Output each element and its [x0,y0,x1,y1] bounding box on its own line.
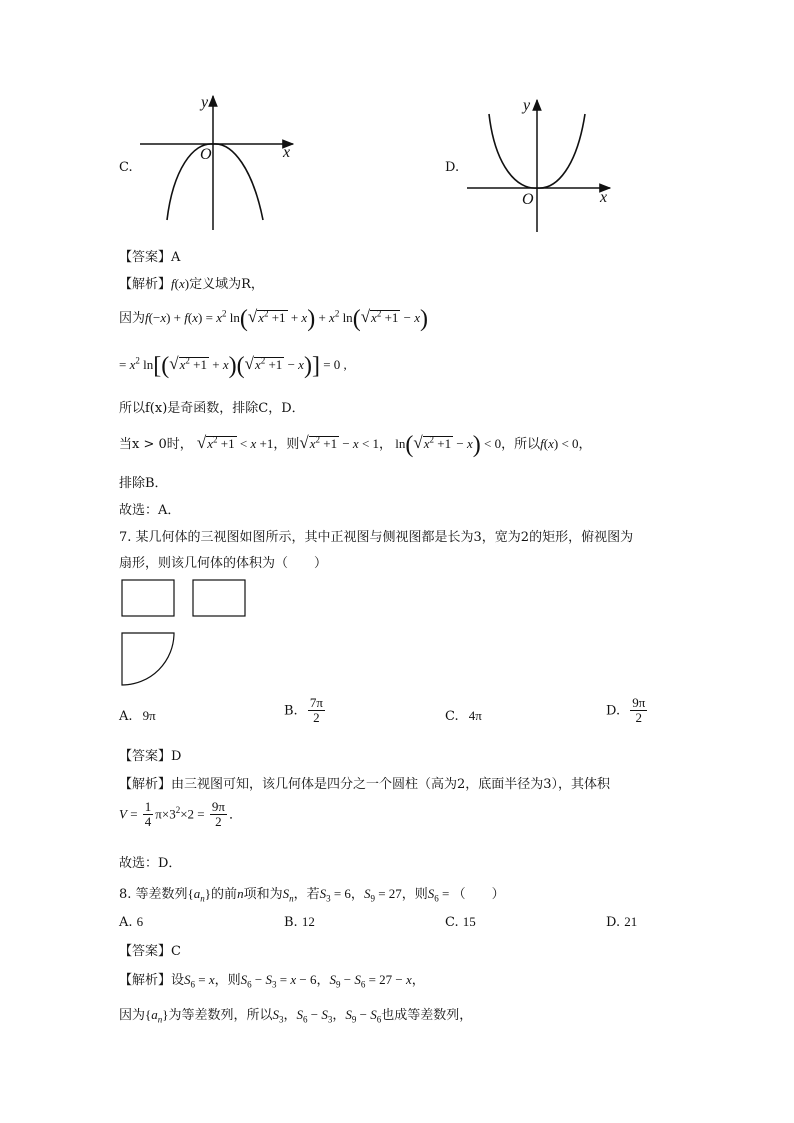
front-view-rect [122,580,174,616]
curve [167,144,263,220]
domain-text: 定义域为R， [189,277,264,292]
option-value: 6 [136,914,144,929]
option-label: A. [119,915,133,930]
stem-text: ，则 [401,887,428,902]
graph-c-x-label: x [283,144,291,161]
when-text: 当x > 0时， [119,437,193,452]
q8-stem: 8. 等差数列$\{a_n\}$的前n项和为$S_n$，若$S_3 = 6$，$S_9 = 27$，则$S_6$ = （ ） [119,886,505,904]
fraction-denominator: 2 [313,710,320,726]
q7-option-c [445,708,482,724]
because-text: 因为 [119,1008,146,1023]
q8-option-c [445,914,476,930]
option-label: D. [606,703,621,719]
graph-d-x-label: x [600,189,608,206]
option-label: C. [445,709,459,724]
stem-text: ，若 [293,887,320,902]
option-label: A. [119,709,133,724]
graph-d-origin-label: O [522,191,534,208]
q7-stem-line2: 扇形，则该几何体的体积为（ ） [119,556,328,571]
q8-answer: 【答案】C [119,944,181,959]
then-text: 则 [286,437,300,452]
option-label: D. [606,915,621,930]
graph-c-origin-label: O [200,146,212,163]
graph-d-y-label: y [523,97,531,114]
q8-option-d [606,914,637,930]
fraction-numerator: 9π [632,695,646,710]
also-text: 也成等差数列， [381,1008,473,1023]
q8-option-a [119,914,143,930]
q8-analysis-line2: 因为$\{a_n\}$为等差数列，所以$S_3$，$S_6 - S_3$，$S_9 - S_6$也成等差数列， [119,1007,473,1025]
option-value: 9π [142,708,156,723]
q7-option-b [284,696,327,726]
option-label: B. [284,915,298,930]
because-text: 因为 [119,311,146,326]
q7-answer: 【答案】D [119,749,182,764]
q8-analysis-line1: 【解析】设$S_6 = x$，则$S_6 - S_3 = x - 6$，$S_9 - S_6 = 27 - x$， [119,972,425,990]
option-value: 12 [301,914,315,929]
fraction-numerator: 7π [309,695,323,710]
then-text: ，则 [214,973,241,988]
q7-three-views-figure [118,576,253,691]
q6-formula-line1: 因为$f(-x) + f(x) = x^2$ $\ln(√x^2 +1 + x) + x^2$ $\ln(√x^2 +1 - x)$ [119,306,429,332]
q6-exclude-b: 排除B． [119,476,168,491]
option-label: B. [284,703,298,719]
q7-option-a [119,708,156,724]
top-view-sector [122,633,174,685]
q7-option-d [606,696,649,726]
graph-c-downward-parabola [135,92,305,232]
q6-conclusion: 故选：A． [119,503,181,518]
option-c-label: C. [119,160,133,175]
q6-odd-line: 所以f(x)是奇函数，排除C，D． [119,401,305,416]
option-label: C. [445,915,459,930]
q6-analysis-line1: 【解析】f(x)定义域为R， [119,276,264,292]
so-text: 所以 [514,437,541,452]
option-value: 4π [468,708,482,723]
stem-text: 项和为 [243,887,283,902]
q6-formula-line2: = $x^2$ $\ln[(√x^2 +1 + x)(√x^2 +1 - x)] = 0$ , [119,353,347,379]
option-d-label: D. [445,160,460,175]
q6-positive-line: 当x > 0时， $√x^2 +1 < x +1$，则$√x^2 +1 - x < 1$， $\ln(√x^2 +1 - x) < 0$，所以f(x) < 0， [119,432,592,458]
stem-text: 的前 [211,887,238,902]
stem-text: 8. 等差数列 [119,887,188,902]
analysis-label: 【解析】 [119,277,172,292]
option-value: 15 [462,914,476,929]
q6-answer: 【答案】A [119,250,181,265]
q7-analysis: 【解析】由三视图可知，该几何体是四分之一个圆柱（高为2，底面半径为3），其体积 [119,777,611,792]
side-view-rect [193,580,245,616]
stem-text: （ ） [452,887,505,902]
arith-text: 为等差数列，所以 [168,1008,273,1023]
q7-conclusion: 故选：D． [119,856,182,871]
graph-d-upward-parabola [462,96,622,236]
fraction-denominator: 2 [635,710,643,726]
graph-c-y-label: y [201,94,209,111]
q8-option-b [284,914,315,930]
option-value: 21 [624,914,638,929]
q7-stem-line1: 7. 某几何体的三视图如图所示，其中正视图与侧视图都是长为3，宽为2的矩形，俯视图为 [119,530,634,545]
analysis-label: 【解析】设 [119,973,185,988]
q7-volume-formula: V = $\frac{1}{4}$ $\pi\times 3^2\times 2$ = $\frac{9\pi}{2}$ ． [119,799,242,830]
